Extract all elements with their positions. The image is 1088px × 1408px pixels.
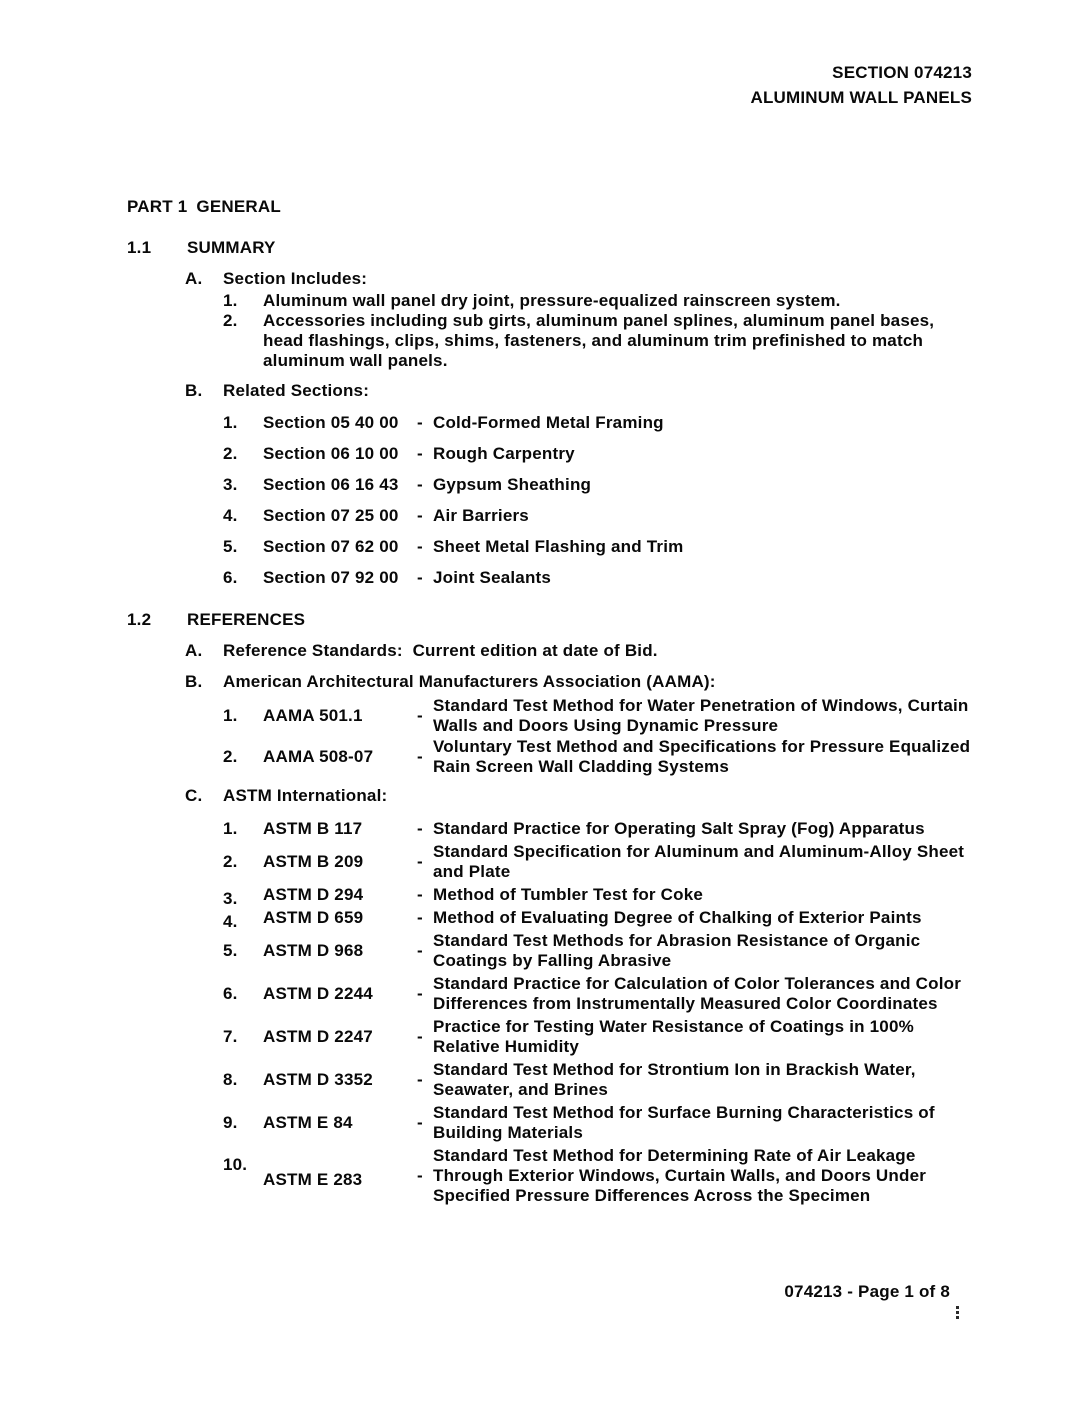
item-number: 4.	[223, 912, 238, 931]
dash-separator: -	[417, 984, 423, 1003]
related-section-row	[127, 537, 1067, 557]
clause-letter: B.	[185, 381, 203, 400]
standard-row	[127, 908, 1067, 931]
dash-separator: -	[417, 747, 423, 766]
related-section-row	[127, 568, 1067, 588]
article-number: 1.1	[127, 238, 152, 257]
item-number: 9.	[223, 1113, 238, 1132]
standard-code: AAMA 501.1	[263, 706, 363, 725]
item-number: 2.	[223, 852, 238, 871]
item-number: 1.	[223, 291, 238, 310]
article-title: SUMMARY	[187, 238, 276, 257]
dash-separator: -	[417, 852, 423, 871]
clause-astm	[127, 786, 1067, 1209]
standard-row	[127, 974, 1067, 1014]
standard-row	[127, 842, 1067, 882]
standard-row	[127, 1017, 1067, 1057]
item-number: 1.	[223, 413, 238, 432]
article-1-2-heading	[127, 610, 305, 630]
standard-row	[127, 696, 1067, 736]
item-number: 10.	[223, 1155, 248, 1174]
standard-row	[127, 1146, 1067, 1206]
standard-description: Method of Tumbler Test for Coke	[433, 885, 704, 904]
item-number: 5.	[223, 941, 238, 960]
section-includes-list	[127, 291, 1067, 371]
clause-text: Related Sections:	[223, 381, 370, 400]
item-number: 6.	[223, 984, 238, 1003]
list-item	[127, 291, 1067, 311]
item-text: Accessories including sub girts, aluminum panel splines, aluminum panel bases, head flashings, clips, shims, fasteners, and aluminum trim prefinished to match aluminum wall panels.	[263, 311, 940, 370]
standard-description: Standard Specification for Aluminum and Aluminum-Alloy Sheet and Plate	[433, 842, 970, 881]
section-code: Section 07 25 00	[263, 506, 399, 525]
item-number: 1.	[223, 706, 238, 725]
clause-letter: A.	[185, 269, 203, 288]
dash-separator: -	[417, 908, 423, 927]
scan-artifact	[956, 1306, 959, 1319]
standard-row	[127, 931, 1067, 971]
dash-separator: -	[417, 706, 423, 725]
part-1-heading	[127, 197, 281, 217]
dash-separator: -	[417, 444, 423, 463]
section-code: Section 06 10 00	[263, 444, 399, 463]
standard-code: ASTM E 84	[263, 1113, 353, 1132]
item-number: 5.	[223, 537, 238, 556]
dash-separator: -	[417, 1113, 423, 1132]
standard-row	[127, 737, 1067, 777]
dash-separator: -	[417, 1166, 423, 1185]
clause-letter: C.	[185, 786, 203, 805]
article-1-1-heading	[127, 238, 276, 258]
section-title-text: Air Barriers	[433, 506, 529, 525]
part-title: GENERAL	[196, 197, 281, 216]
item-number: 4.	[223, 506, 238, 525]
section-code: Section 07 62 00	[263, 537, 399, 556]
clause-related-sections	[127, 381, 1067, 588]
standard-code: ASTM D 659	[263, 908, 364, 927]
standard-description: Standard Test Method for Strontium Ion in Brackish Water, Seawater, and Brines	[433, 1060, 921, 1099]
standard-code: ASTM D 968	[263, 941, 364, 960]
item-number: 1.	[223, 819, 238, 838]
related-sections-list	[127, 413, 1067, 588]
standard-code: ASTM D 2247	[263, 1027, 373, 1046]
item-text: Aluminum wall panel dry joint, pressure-equalized rainscreen system.	[263, 291, 841, 310]
article-title: REFERENCES	[187, 610, 306, 629]
document-header	[750, 60, 972, 110]
part-label: PART 1	[127, 197, 188, 216]
item-number: 8.	[223, 1070, 238, 1089]
related-section-row	[127, 413, 1067, 433]
dash-separator: -	[417, 568, 423, 587]
clause-text: American Architectural Manufacturers Association (AAMA):	[223, 672, 716, 691]
standard-code: ASTM D 3352	[263, 1070, 373, 1089]
standard-description: Standard Practice for Operating Salt Spray (Fog) Apparatus	[433, 819, 925, 838]
dash-separator: -	[417, 537, 423, 556]
section-title-text: Joint Sealants	[433, 568, 552, 587]
item-number: 6.	[223, 568, 238, 587]
dash-separator: -	[417, 1027, 423, 1046]
section-title-text: Cold-Formed Metal Framing	[433, 413, 664, 432]
clause-text: Section Includes:	[223, 269, 368, 288]
dash-separator: -	[417, 413, 423, 432]
section-title-text: Sheet Metal Flashing and Trim	[433, 537, 684, 556]
section-code: Section 05 40 00	[263, 413, 399, 432]
article-number: 1.2	[127, 610, 152, 629]
standard-description: Voluntary Test Method and Specifications for Pressure Equalized Rain Screen Wall Cladding Systems	[433, 737, 976, 776]
clause-letter: A.	[185, 641, 203, 660]
standard-row	[127, 1103, 1067, 1143]
related-section-row	[127, 444, 1067, 464]
clause-letter: B.	[185, 672, 203, 691]
dash-separator: -	[417, 506, 423, 525]
standard-description: Standard Test Method for Water Penetration of Windows, Curtain Walls and Doors Using Dynamic Pressure	[433, 696, 974, 735]
related-section-row	[127, 506, 1067, 526]
section-code: Section 07 92 00	[263, 568, 399, 587]
dash-separator: -	[417, 1070, 423, 1089]
astm-standards-list	[127, 819, 1067, 1206]
clause-aama	[127, 672, 1067, 778]
item-number: 2.	[223, 311, 238, 330]
standard-description: Standard Test Method for Surface Burning Characteristics of Building Materials	[433, 1103, 940, 1142]
section-code: Section 06 16 43	[263, 475, 399, 494]
item-number: 7.	[223, 1027, 238, 1046]
standard-description: Standard Test Methods for Abrasion Resistance of Organic Coatings by Falling Abrasive	[433, 931, 926, 970]
item-number: 2.	[223, 747, 238, 766]
clause-reference-standards	[127, 641, 1067, 661]
dash-separator: -	[417, 475, 423, 494]
clause-text: Reference Standards: Current edition at date of Bid.	[223, 641, 658, 660]
dash-separator: -	[417, 941, 423, 960]
standard-code: ASTM E 283	[263, 1170, 363, 1189]
list-item	[127, 311, 1067, 371]
page-footer: 074213 - Page 1 of 8	[784, 1282, 950, 1301]
standard-code: ASTM B 209	[263, 852, 364, 871]
clause-section-includes	[127, 269, 1067, 371]
standard-description: Standard Practice for Calculation of Color Tolerances and Color Differences from Instrumentally Measured Color Coordinates	[433, 974, 966, 1013]
item-number: 3.	[223, 475, 238, 494]
clause-text: ASTM International:	[223, 786, 388, 805]
standard-code: ASTM B 117	[263, 819, 363, 838]
standard-row	[127, 1060, 1067, 1100]
related-section-row	[127, 475, 1067, 495]
header-section-title: ALUMINUM WALL PANELS	[750, 88, 972, 107]
section-title-text: Rough Carpentry	[433, 444, 575, 463]
item-number: 3.	[223, 889, 238, 908]
standard-description: Practice for Testing Water Resistance of Coatings in 100% Relative Humidity	[433, 1017, 919, 1056]
standard-code: AAMA 508-07	[263, 747, 374, 766]
standard-code: ASTM D 2244	[263, 984, 373, 1003]
standard-description: Standard Test Method for Determining Rate of Air Leakage Through Exterior Windows, Curtain Walls, and Doors Under Specified Pressure Differences Across the Specimen	[433, 1146, 931, 1205]
item-number: 2.	[223, 444, 238, 463]
standard-row	[127, 885, 1067, 908]
standard-row	[127, 819, 1067, 839]
standard-code: ASTM D 294	[263, 885, 364, 904]
aama-standards-list	[127, 696, 1067, 777]
dash-separator: -	[417, 885, 423, 904]
dash-separator: -	[417, 819, 423, 838]
standard-description: Method of Evaluating Degree of Chalking of Exterior Paints	[433, 908, 922, 927]
header-section-number: SECTION 074213	[832, 63, 972, 82]
section-title-text: Gypsum Sheathing	[433, 475, 592, 494]
